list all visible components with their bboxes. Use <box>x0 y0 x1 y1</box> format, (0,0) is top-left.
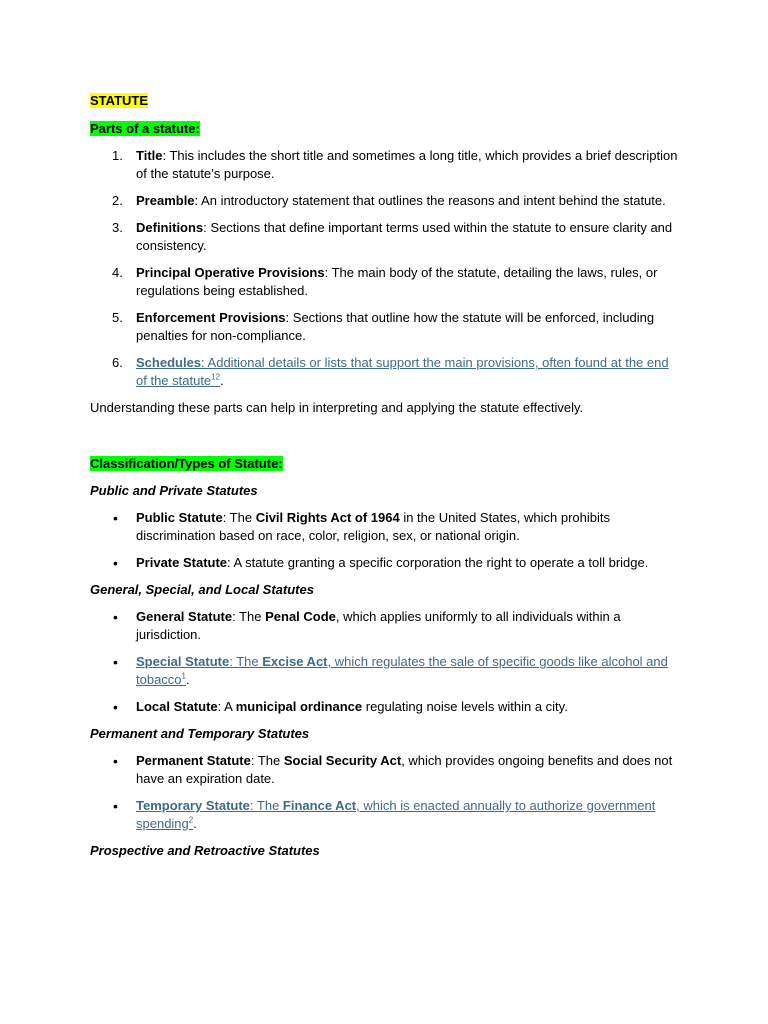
item-description: : Additional details or lists that support the main provisions, often found at the end of the statute <box>136 355 669 388</box>
item-text: : A statute granting a specific corporation the right to operate a toll bridge. <box>227 555 649 570</box>
item-text: : The <box>229 654 263 669</box>
list-item <box>90 509 682 545</box>
item-term: General Statute <box>136 609 233 624</box>
item-example: Finance Act <box>282 798 357 813</box>
item-example: Social Security Act <box>283 753 402 768</box>
item-description: : Sections that define important terms used within the statute to ensure clarity and consistency. <box>136 220 673 253</box>
item-term: Temporary Statute <box>136 798 250 813</box>
list-item-linked[interactable] <box>90 354 682 390</box>
list-item <box>90 147 682 183</box>
list-item-linked[interactable] <box>90 797 682 833</box>
item-description: : Sections that outline how the statute will be enforced, including penalties for non-compliance. <box>136 310 655 343</box>
item-text: : The <box>222 510 256 525</box>
item-term: Local Statute <box>136 699 218 714</box>
section-heading: Permanent and Temporary Statutes <box>90 726 310 741</box>
item-text: , which regulates the sale of specific goods like alcohol and tobacco <box>136 654 668 687</box>
item-tail: . <box>186 672 190 687</box>
item-text: : The <box>250 753 284 768</box>
schedules-link[interactable] <box>136 355 669 388</box>
list-number: 2. <box>112 193 123 208</box>
list-item <box>90 219 682 255</box>
item-term: Private Statute <box>136 555 228 570</box>
item-text: in the United States, which prohibits discrimination based on race, color, religion, sex, or national origin. <box>136 510 610 543</box>
item-description: : The main body of the statute, detailing the laws, rules, or regulations being established. <box>136 265 658 298</box>
item-term: Preamble <box>136 193 195 208</box>
list-number: 6. <box>112 355 123 370</box>
list-item <box>90 192 682 210</box>
item-term: Title <box>136 148 163 163</box>
special-statute-link[interactable] <box>136 654 668 687</box>
item-example: municipal ordinance <box>235 699 363 714</box>
list-item <box>90 554 682 572</box>
classification-heading-line <box>90 455 682 473</box>
list-number: 1. <box>112 148 123 163</box>
document-body <box>90 92 682 860</box>
list-item-linked[interactable] <box>90 653 682 689</box>
list-number: 5. <box>112 310 123 325</box>
parts-list <box>90 147 682 390</box>
title-line <box>90 92 682 110</box>
bullet-list <box>90 509 682 572</box>
temporary-statute-link[interactable] <box>136 798 655 831</box>
item-term: Special Statute <box>136 654 230 669</box>
section-heading: Public and Private Statutes <box>90 483 258 498</box>
item-text: , which provides ongoing benefits and does not have an expiration date. <box>136 753 673 786</box>
bullet-icon: • <box>113 798 118 814</box>
item-example: Penal Code <box>265 609 336 624</box>
item-term: Public Statute <box>136 510 223 525</box>
footnote-ref[interactable]: 2 <box>188 815 194 825</box>
item-example: Civil Rights Act of 1964 <box>255 510 400 525</box>
item-term: Schedules <box>136 355 202 370</box>
bullet-icon: • <box>113 654 118 670</box>
item-description: : This includes the short title and sometimes a long title, which provides a brief description of the statute’s purpose. <box>136 148 678 181</box>
understanding-paragraph: Understanding these parts can help in interpreting and applying the statute effectively. <box>90 400 584 415</box>
section-heading: Prospective and Retroactive Statutes <box>90 843 320 858</box>
list-item <box>90 309 682 345</box>
item-text: , which applies uniformly to all individuals within a jurisdiction. <box>136 609 621 642</box>
list-number: 3. <box>112 220 123 235</box>
footnote-ref[interactable]: 12 <box>211 372 221 382</box>
item-text: , which is enacted annually to authorize government spending <box>136 798 656 831</box>
item-text: : The <box>232 609 266 624</box>
bullet-icon: • <box>113 555 118 571</box>
item-term: Principal Operative Provisions <box>136 265 325 280</box>
item-example: Excise Act <box>262 654 328 669</box>
item-tail: . <box>220 373 224 388</box>
bullet-icon: • <box>113 699 118 715</box>
list-item <box>90 608 682 644</box>
list-item <box>90 752 682 788</box>
footnote-ref[interactable]: 1 <box>181 671 186 681</box>
item-term: Definitions <box>136 220 204 235</box>
bullet-list <box>90 752 682 833</box>
document-title: STATUTE <box>90 93 149 108</box>
item-term: Permanent Statute <box>136 753 251 768</box>
bullet-icon: • <box>113 510 118 526</box>
list-item <box>90 264 682 300</box>
parts-heading-line <box>90 120 682 138</box>
item-tail: . <box>193 816 197 831</box>
section-heading: General, Special, and Local Statutes <box>90 582 314 597</box>
list-item <box>90 698 682 716</box>
item-text: : A <box>217 699 236 714</box>
item-term: Enforcement Provisions <box>136 310 286 325</box>
bullet-icon: • <box>113 609 118 625</box>
bullet-list <box>90 608 682 716</box>
list-number: 4. <box>112 265 123 280</box>
classification-heading: Classification/Types of Statute: <box>90 456 283 471</box>
bullet-icon: • <box>113 753 118 769</box>
parts-heading: Parts of a statute: <box>90 121 200 136</box>
item-text: regulating noise levels within a city. <box>362 699 568 714</box>
item-description: : An introductory statement that outlines the reasons and intent behind the statute. <box>194 193 666 208</box>
item-text: : The <box>249 798 283 813</box>
